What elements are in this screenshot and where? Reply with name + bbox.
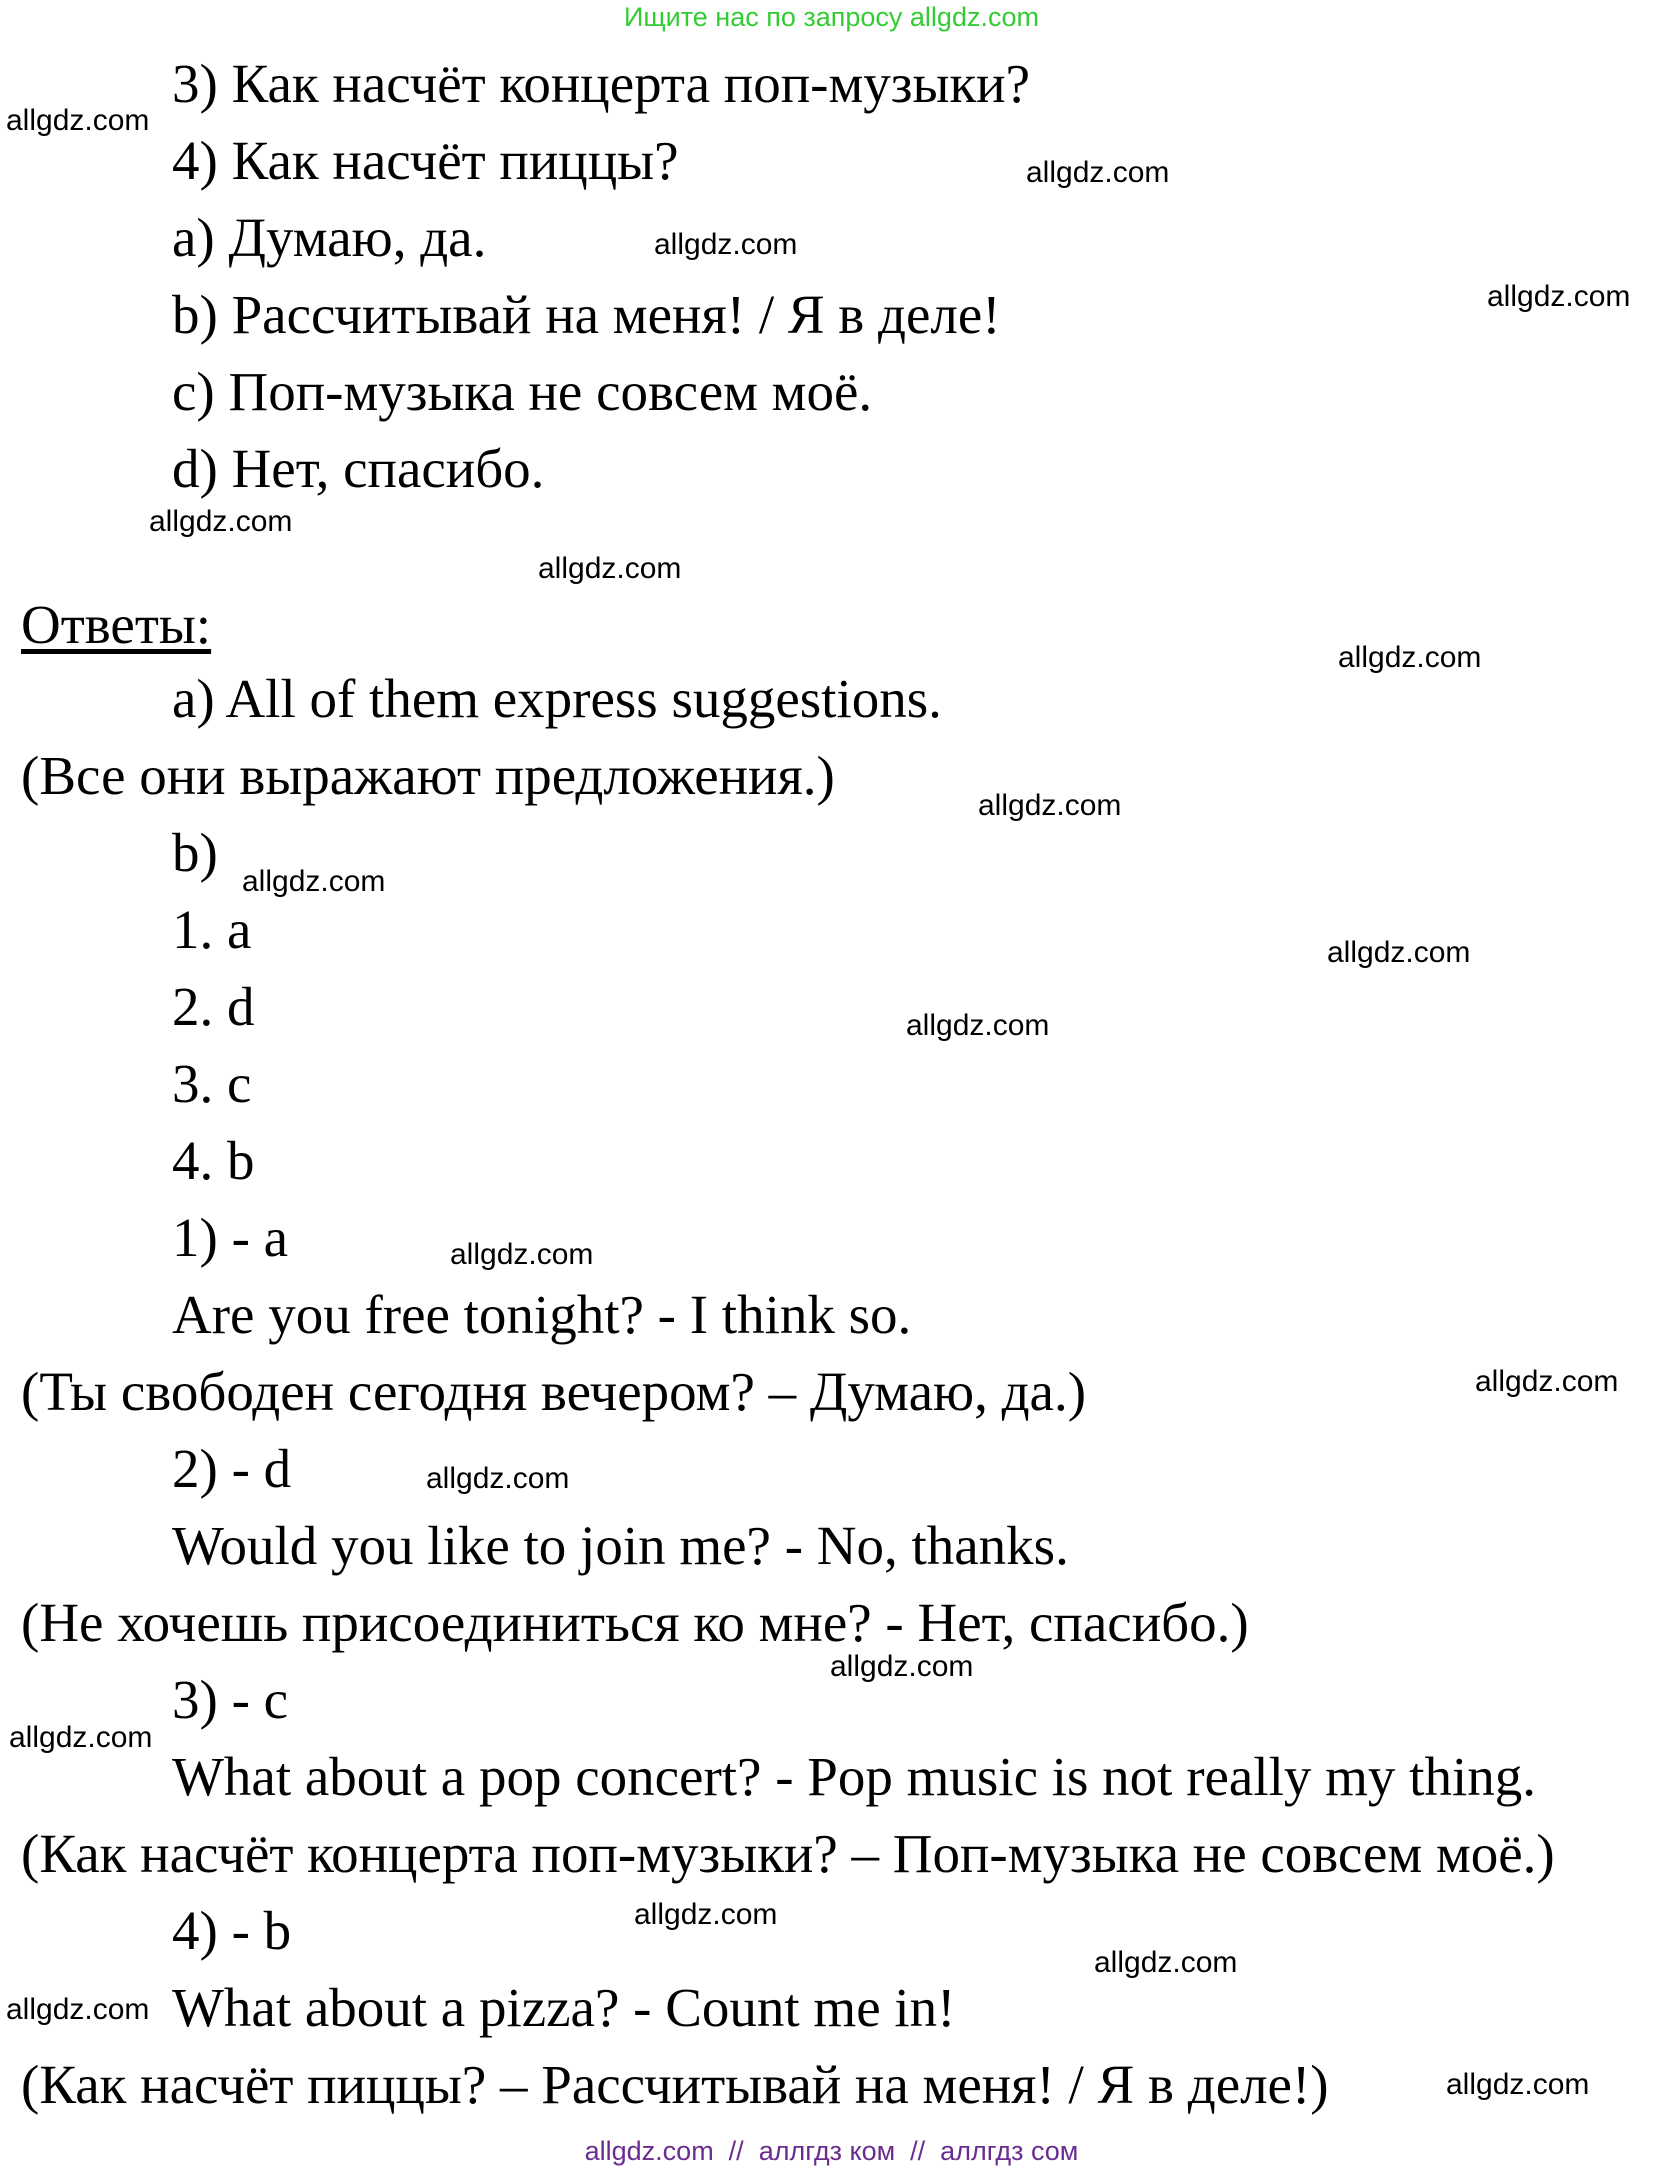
watermark: allgdz.com [1475,1365,1619,1398]
option-4: 4) Как насчёт пиццы? [172,130,679,191]
dialogue-4-label: 4) - b [172,1900,292,1961]
watermark: allgdz.com [634,1898,778,1931]
dialogue-2-russian: (Не хочешь присоединиться ко мне? - Нет, спасибо.) [21,1592,1249,1653]
watermark: allgdz.com [1487,280,1631,313]
watermark: allgdz.com [906,1009,1050,1042]
watermark: allgdz.com [1026,156,1170,189]
watermark: allgdz.com [450,1238,594,1271]
site-footer: allgdz.com // аллгдз ком // аллгдз сом [584,2136,1079,2166]
watermark: allgdz.com [1327,936,1471,969]
option-c: c) Поп-музыка не совсем моё. [172,361,873,422]
dialogue-3-russian: (Как насчёт концерта поп-музыки? – Поп-музыка не совсем моё.) [21,1823,1555,1884]
answer-part-a-translation: (Все они выражают предложения.) [21,745,835,806]
match-3: 3. c [172,1053,252,1114]
dialogue-2-label: 2) - d [172,1438,292,1499]
answer-part-b-label: b) [172,822,218,883]
watermark: allgdz.com [654,228,798,261]
match-1: 1. a [172,899,252,960]
dialogue-3-label: 3) - c [172,1669,289,1730]
dialogue-1-english: Are you free tonight? - I think so. [172,1284,912,1345]
site-banner: Ищите нас по запросу allgdz.com [624,2,1039,32]
answer-part-a: a) All of them express suggestions. [172,668,942,729]
dialogue-2-english: Would you like to join me? - No, thanks. [172,1515,1069,1576]
watermark: allgdz.com [830,1650,974,1683]
watermark: allgdz.com [1338,641,1482,674]
answers-heading: Ответы: [21,594,212,655]
dialogue-3-english: What about a pop concert? - Pop music is not really my thing. [172,1746,1536,1807]
watermark: allgdz.com [9,1721,153,1754]
dialogue-1-russian: (Ты свободен сегодня вечером? – Думаю, да.) [21,1361,1087,1422]
match-4: 4. b [172,1130,255,1191]
watermark: allgdz.com [1094,1946,1238,1979]
dialogue-4-english: What about a pizza? - Count me in! [172,1977,956,2038]
watermark: allgdz.com [6,1993,150,2026]
watermark: allgdz.com [978,789,1122,822]
option-a: a) Думаю, да. [172,207,487,268]
watermark: allgdz.com [149,505,293,538]
dialogue-4-russian: (Как насчёт пиццы? – Рассчитывай на меня! / Я в деле!) [21,2054,1329,2115]
option-3: 3) Как насчёт концерта поп-музыки? [172,53,1031,114]
option-d: d) Нет, спасибо. [172,438,545,499]
dialogue-1-label: 1) - a [172,1207,289,1268]
option-b: b) Рассчитывай на меня! / Я в деле! [172,284,1001,345]
watermark: allgdz.com [242,865,386,898]
watermark: allgdz.com [6,104,150,137]
match-2: 2. d [172,976,255,1037]
watermark: allgdz.com [426,1462,570,1495]
watermark: allgdz.com [538,552,682,585]
watermark: allgdz.com [1446,2068,1590,2101]
